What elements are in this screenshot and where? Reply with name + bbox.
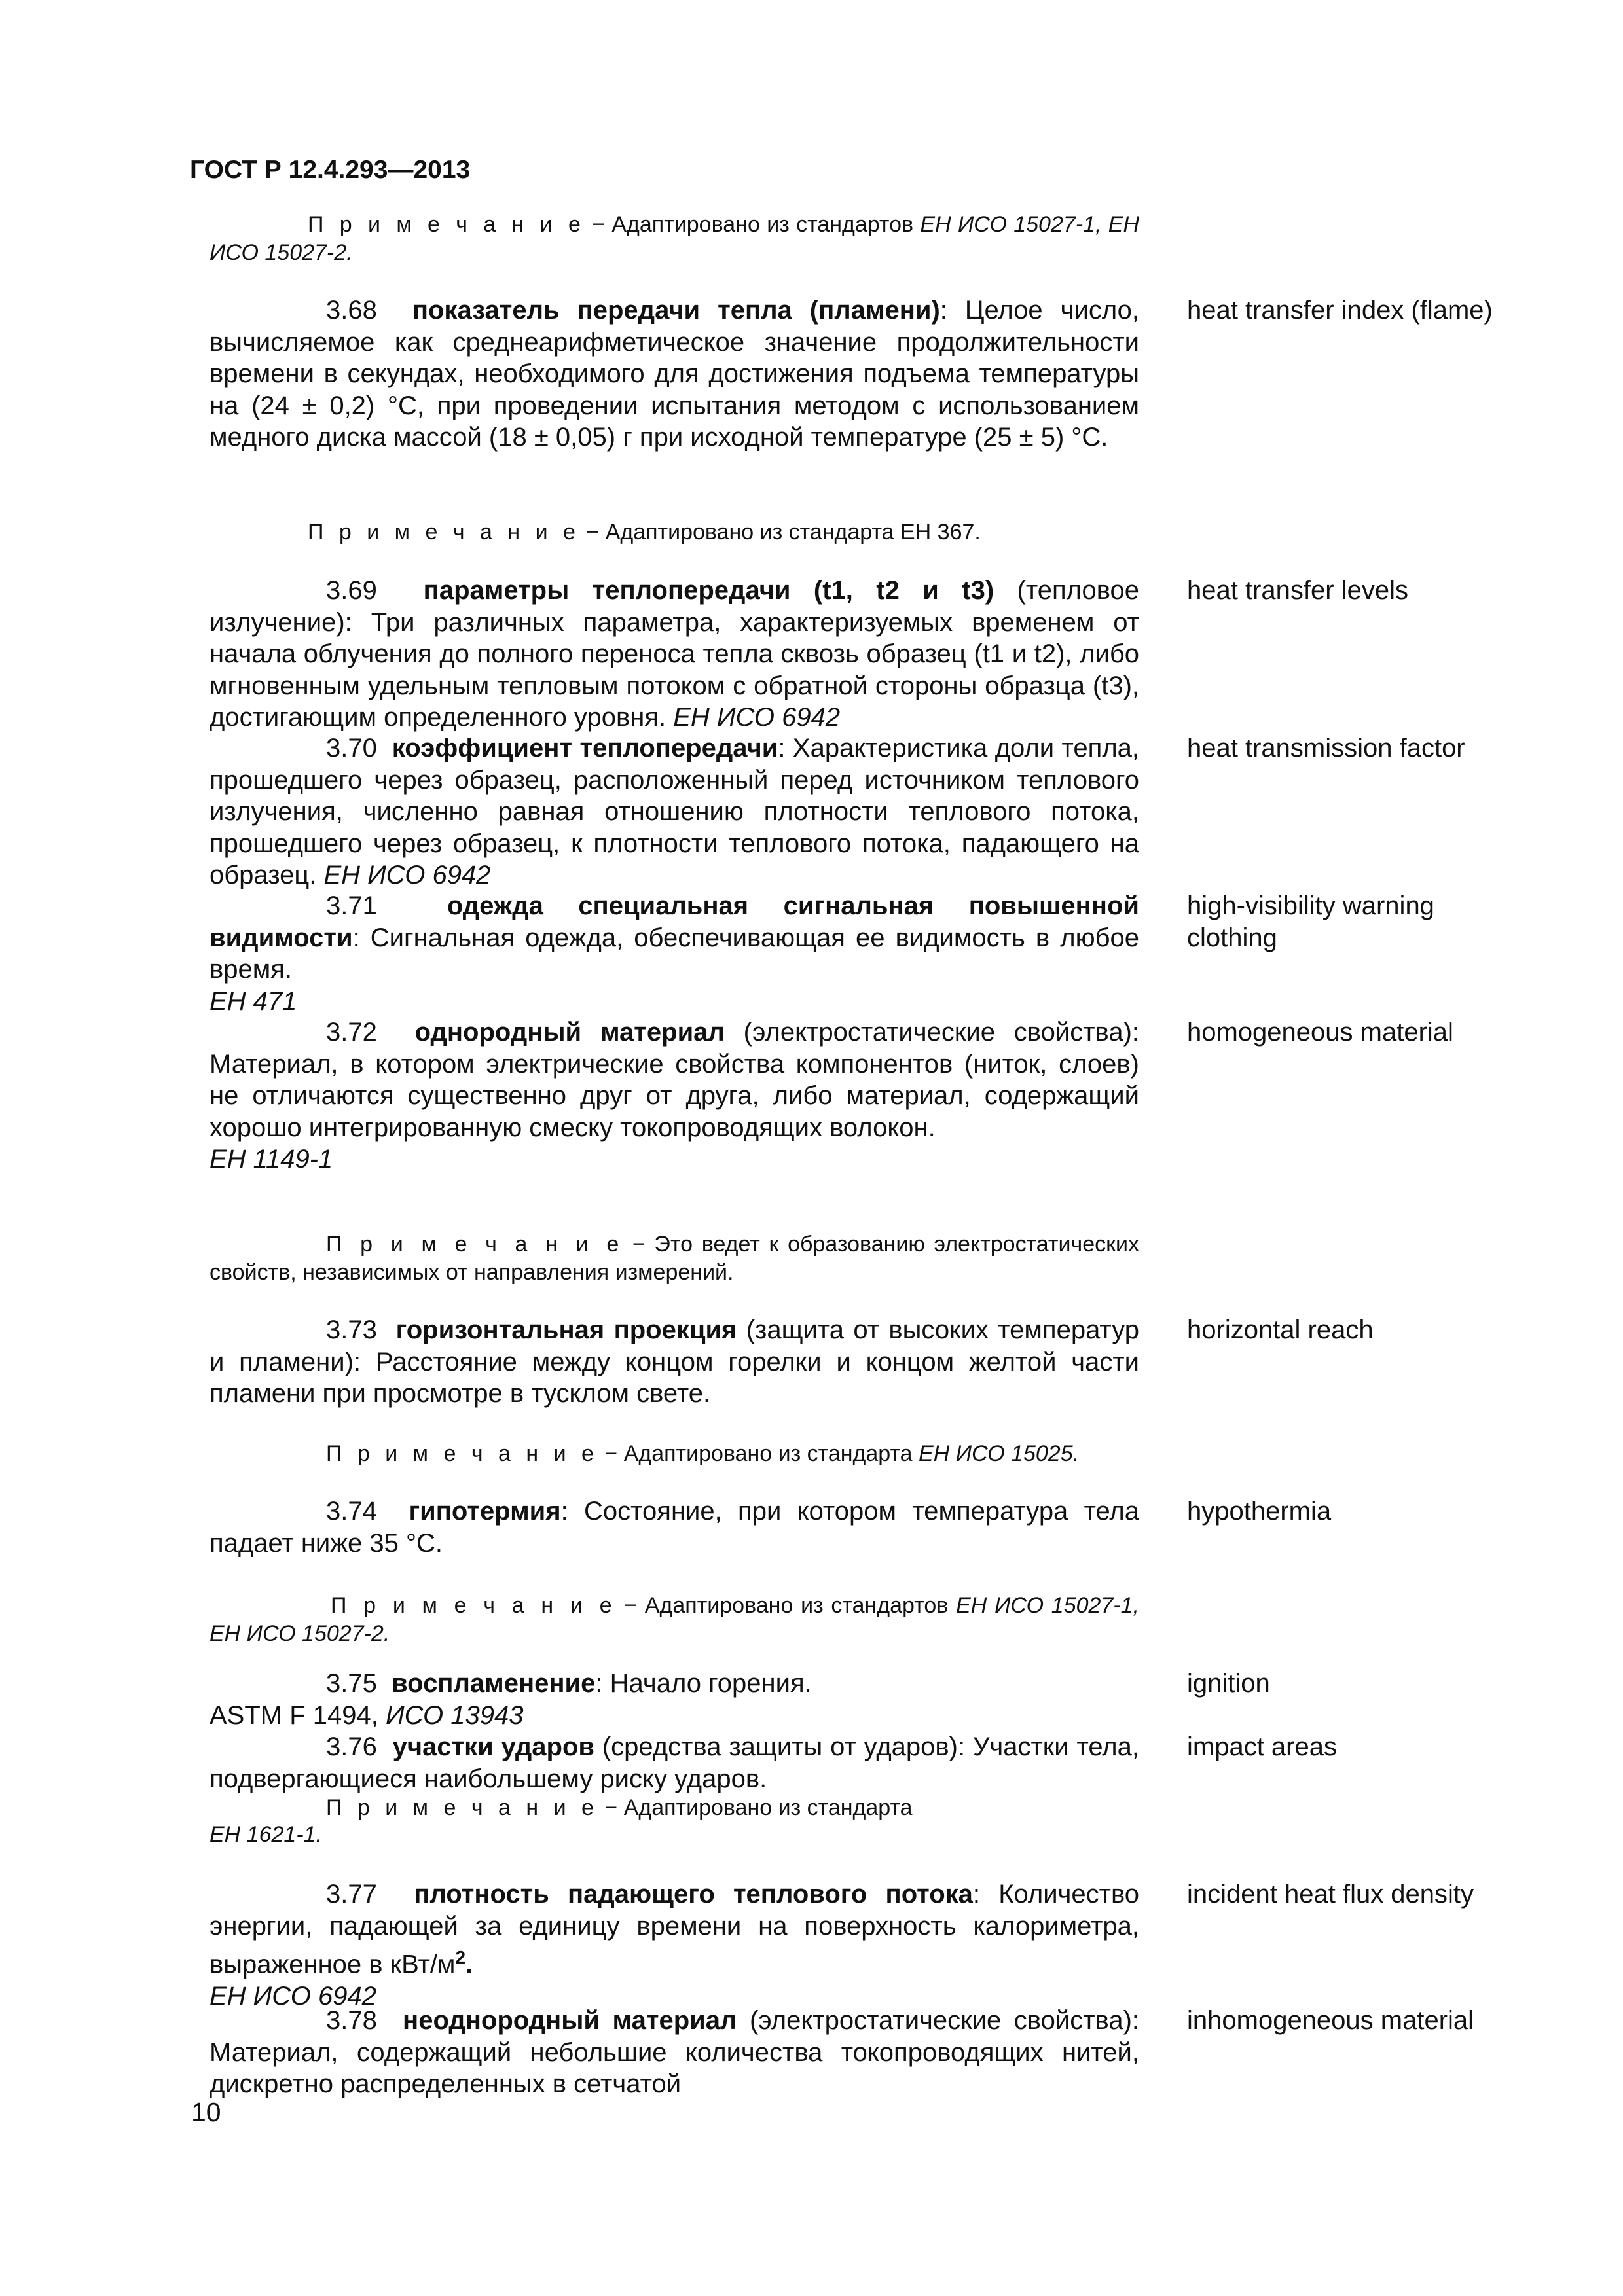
term-3-78-en: inhomogeneous material [1187,2006,1474,2035]
term-3-73: 3.73 горизонтальная проекция (защита от высоких температур и пламени): Расстояние между концом горелки и концом желтой части пламени при просмотре в тусклом свете. [210,1316,1139,1408]
note-3-76: П р и м е ч а н и е − Адаптировано из стандарта ЕН 1621-1. [210,1795,913,1847]
term-3-71: 3.71 одежда специальная сигнальная повышенной видимости: Сигнальная одежда, обеспечивающая ее видимость в любое время. ЕН 471 [210,891,1139,1016]
note-intro: П р и м е ч а н и е − Адаптировано из стандартов ЕН ИСО 15027-1, ЕН ИСО 15027-2. [210,212,1139,265]
note-3-73: П р и м е ч а н и е − Адаптировано из стандарта ЕН ИСО 15025. [326,1441,1080,1466]
term-3-72-en: homogeneous material [1187,1018,1453,1047]
term-3-77: 3.77 плотность падающего теплового потока: Количество энергии, падающей за единицу времени на поверхность калориметра, выраженное в кВт/$м^2$. ЕН ИСО 6942 [210,1880,1139,2011]
term-3-76: 3.76 участки ударов (средства защиты от ударов): Участки тела, подвергающиеся наибольшему риску ударов. [210,1732,1139,1793]
term-3-75-en: ignition [1187,1669,1270,1698]
term-3-78: 3.78 неоднородный материал (электростатические свойства): Материал, содержащий небольшие количества токопроводящих нитей, дискретно распределенных в сетчатой [210,2006,1140,2098]
note-label: П р и м е ч а н и е [308,212,585,237]
term-3-72: 3.72 однородный материал (электростатические свойства): Материал, в котором электрические свойства компонентов (ниток, слоев) не отличаются существенно друг от друга, либо материал, содержащий хорошо интегрированную смеску токопроводящих волокон. ЕН 1149-1 [210,1018,1140,1174]
term-3-69: 3.69 параметры теплопередачи (t1, t2 и t3) (тепловое излучение): Три различных параметра, характеризуемых временем от начала облучения до полного переноса тепла сквозь образец (t1 и t2), либо мгновенным удельным тепловым потоком с обратной стороны образца (t3), достигающим определенного уровня. ЕН ИСО 6942 [210,576,1139,732]
term-3-69-en: heat transfer levels [1187,576,1408,605]
term-3-74: 3.74 гипотермия: Состояние, при котором температура тела падает ниже 35 °С. [210,1497,1139,1558]
term-3-71-en: high-visibility warning clothing [1187,891,1434,952]
note-3-74: П р и м е ч а н и е − Адаптировано из стандартов ЕН ИСО 15027-1, ЕН ИСО 15027-2. [210,1593,1139,1646]
term-3-76-en: impact areas [1187,1732,1337,1761]
page-number: 10 [191,2097,221,2127]
term-3-68: 3.68 показатель передачи тепла (пламени): Целое число, вычисляемое как среднеарифметическое значение продолжительности времени в секундах, необходимого для достижения подъема температуры на (24 ± 0,2) °С, при проведении испытания методом с использованием медного диска массой (18 ± 0,05) г при исходной температуре (25 ± 5) °С. [210,296,1139,452]
term-3-77-en: incident heat flux density [1187,1880,1474,1909]
note-3-68: П р и м е ч а н и е − Адаптировано из стандарта ЕН 367. [308,520,981,545]
term-3-74-en: hypothermia [1187,1497,1332,1526]
note-3-72: П р и м е ч а н и е − Это ведет к образованию электростатических свойств, независимых от направления измерений. [210,1232,1139,1285]
term-3-75: 3.75 воспламенение: Начало горения. ASTM F 1494, ИСО 13943 [210,1669,812,1730]
term-3-70: 3.70 коэффициент теплопередачи: Характеристика доли тепла, прошедшего через образец, расположенный перед источником теплового излучения, численно равная отношению плотности теплового потока, прошедшего через образец, к плотности теплового потока, падающего на образец. ЕН ИСО 6942 [210,734,1140,889]
term-3-70-en: heat transmission factor [1187,734,1465,762]
term-3-73-en: horizontal reach [1187,1316,1374,1344]
document-header: ГОСТ Р 12.4.293—2013 [190,156,471,184]
term-3-68-en: heat transfer index (flame) [1187,296,1493,325]
